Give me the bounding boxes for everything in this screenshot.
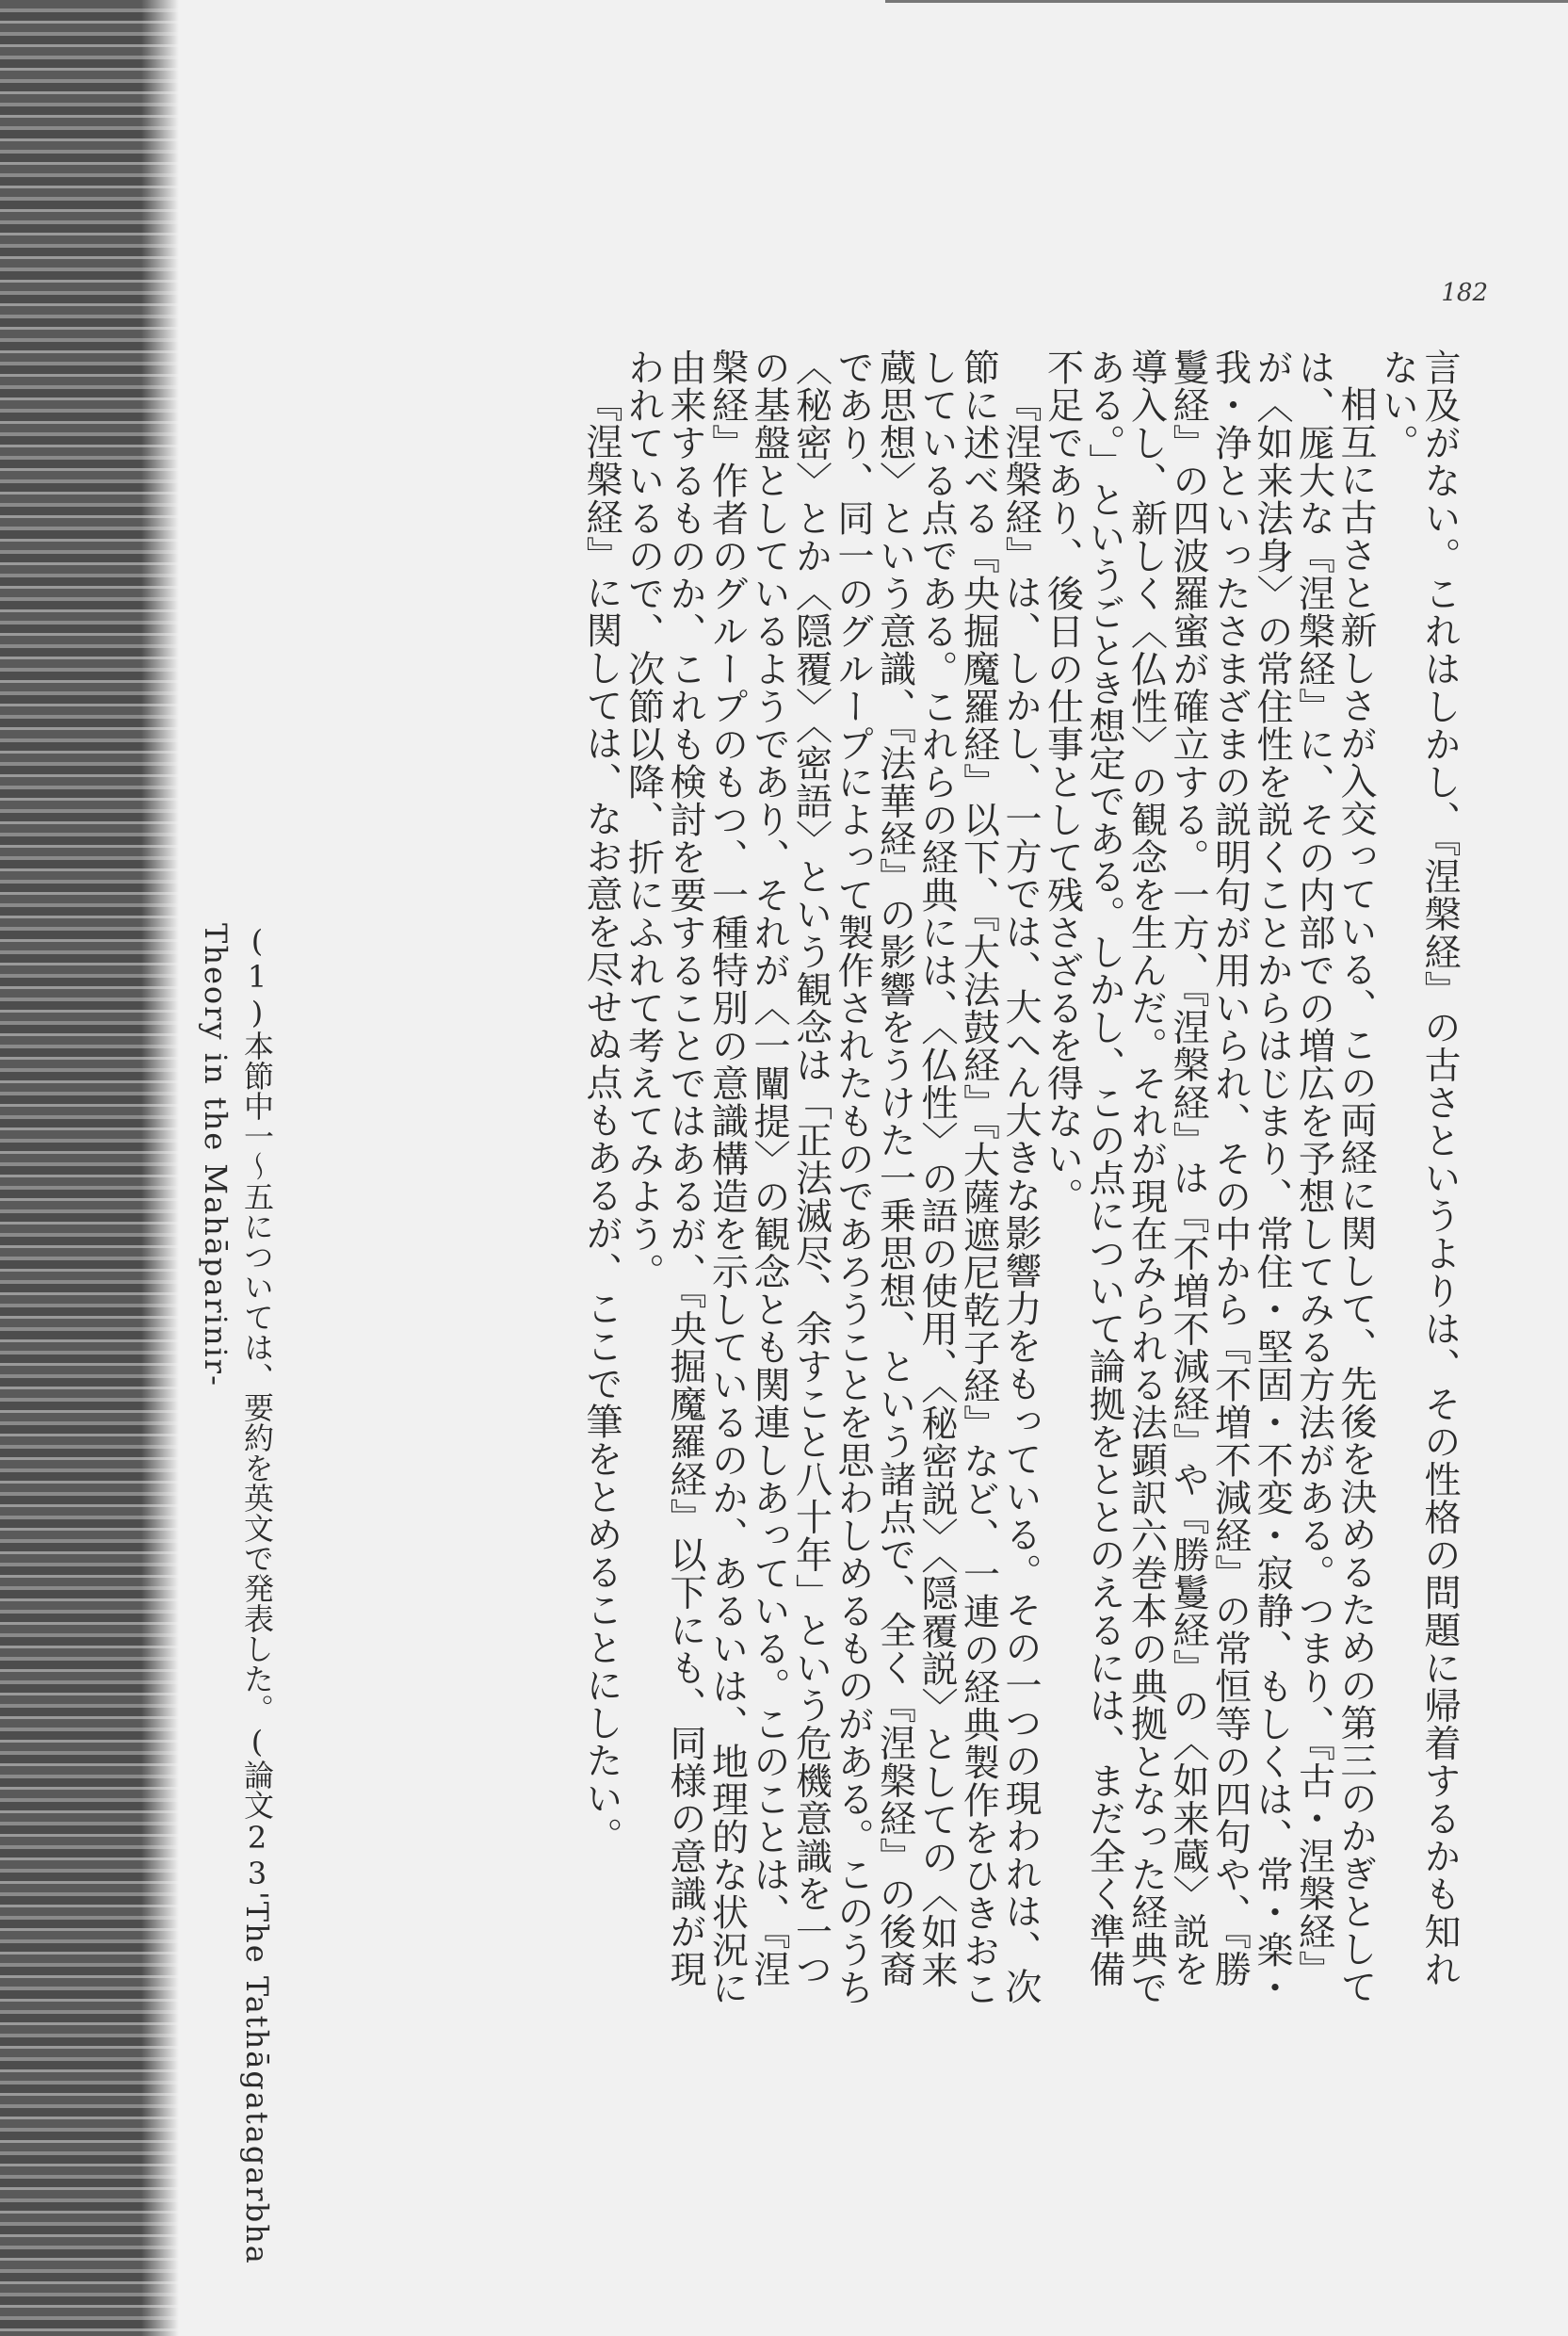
footnote xyxy=(198,923,278,2279)
footnote-text: 本節中一〜五については、要約を英文で発表した。(論文23 xyxy=(239,1030,275,1891)
paragraph-2: 相互に古さと新しさが入交っている、この両経に関して、先後を決めるための第三のかぎとしては、厖大な『涅槃経』に、その内部での増広を予想してみる方法がある。つまり、『古・涅槃経』が〈如来法身〉の常住性を説くことからはじまり、常住・堅固・不変・寂静、もしくは、常・楽・我・浄といったさまざまの説明句が用いられ、その中から『不増不減経』の常恒等の四句や、『勝鬘経』の四波羅蜜が確立する。一方、『涅槃経』は『不増不減経』や『勝鬘経』の〈如来蔵〉説を導入し、新しく〈仏性〉の観念を生んだ。それが現在みられる法顕訳六巻本の典拠となった経典である。」というごとき想定である。しかし、この点について論拠をととのえるには、まだ全く準備不足であり、後日の仕事として残さざるを得ない。 xyxy=(1041,349,1377,2006)
paragraph-1: 言及がない。これはしかし、『涅槃経』の古さというよりは、その性格の問題に帰着するかも知れない。 xyxy=(1376,349,1461,1988)
footnote-english-title: 'The Tathāgatagarbha Theory in the Mahāparinir- xyxy=(198,923,275,2265)
footnote-marker: (1) xyxy=(239,923,275,1030)
paragraph-3: 『涅槃経』は、しかし、一方では、大へん大きな影響力をもっている。その一つの現われは、次節に述べる『央掘魔羅経』以下、『大法鼓経』『大薩遮尼乾子経』など、一連の経典製作をひきおこしている点である。これらの経典には、〈仏性〉の語の使用、〈秘密説〉〈隠覆説〉としての〈如来蔵思想〉という意識、『法華経』の影響をうけた一乗思想、という諸点で、全く『涅槃経』の後裔であり、同一のグループによって製作されたものであろうことを思わしめるものがある。このうち〈秘密〉とか〈隠覆〉〈密語〉という観念は「正法滅尽、余すこと八十年」という危機意識を一つの基盤としているようであり、それが〈一闡提〉の観念とも関連しあっている。このことは、『涅槃経』作者のグループのもつ、一種特別の意識構造を示しているのか、あるいは、地理的な状況に由来するものか、これも検討を要することではあるが、『央掘魔羅経』以下にも、同様の意識が現われているので、次節以降、折にふれて考えてみよう。 xyxy=(622,349,1042,2007)
scan-edge xyxy=(0,0,179,2336)
body-text xyxy=(396,349,1460,2025)
top-rule xyxy=(885,0,1568,3)
paragraph-4: 『涅槃経』に関しては、なお意を尽せぬ点もあるが、ここで筆をとめることにしたい。 xyxy=(580,385,622,1855)
page-number: 182 xyxy=(1441,279,1488,307)
